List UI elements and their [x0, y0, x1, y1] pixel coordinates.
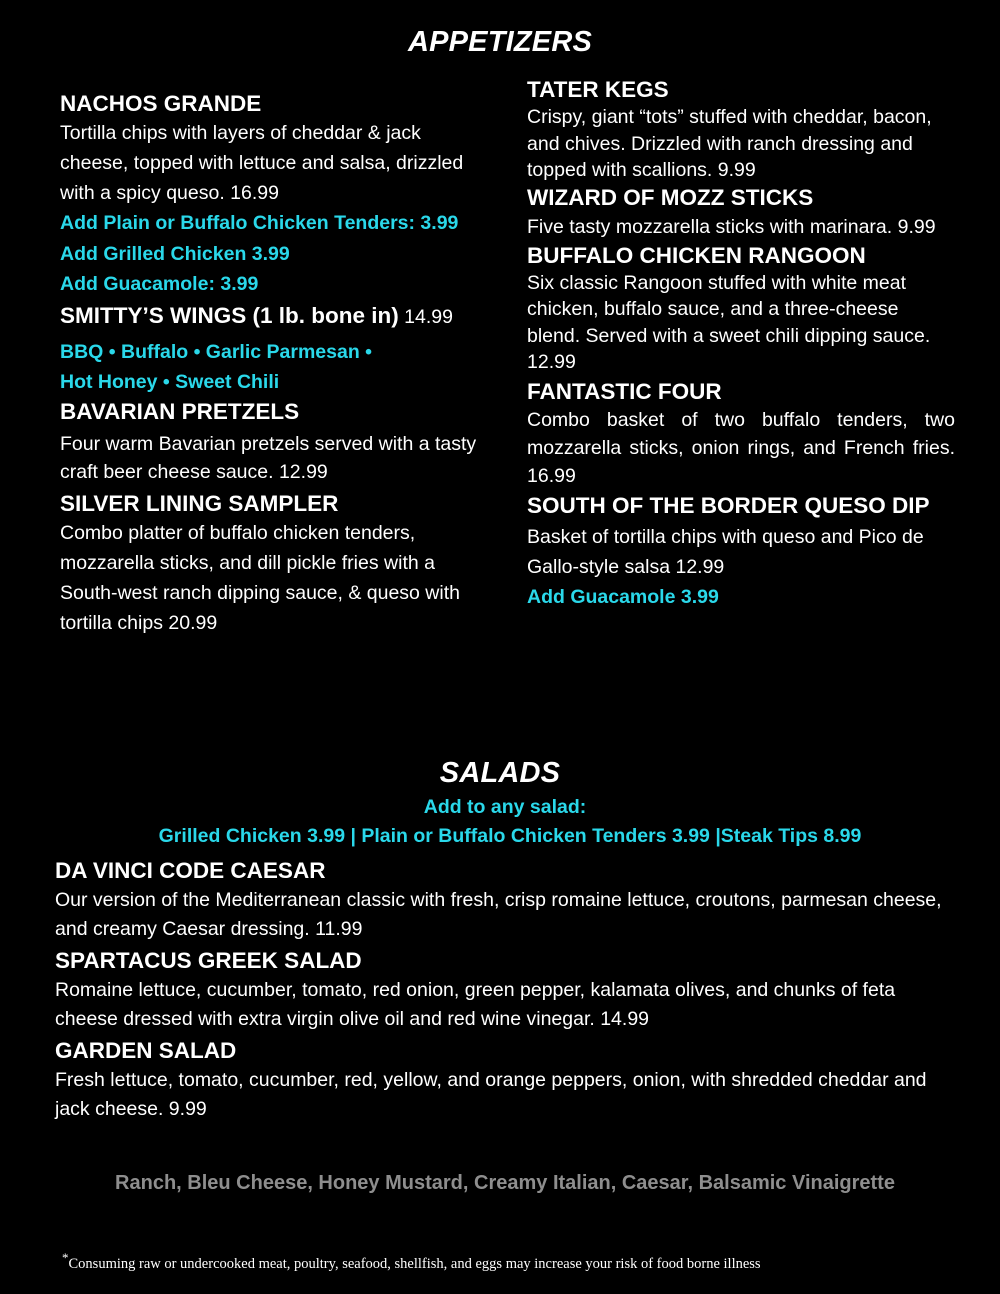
menu-item-spartacus-greek-salad: [55, 946, 955, 1034]
menu-item-nachos-grande: [60, 90, 480, 300]
addon-option: Add Guacamole 3.99: [527, 585, 719, 608]
item-name: SILVER LINING SAMPLER: [60, 490, 339, 516]
item-description: Fresh lettuce, tomato, cucumber, red, yellow, and orange peppers, onion, with shredded cheddar and jack cheese. 9.99: [55, 1069, 927, 1120]
disclaimer-text: Consuming raw or undercooked meat, poultry, seafood, shellfish, and eggs may increase your risk of food borne illness: [68, 1255, 761, 1272]
item-name: BUFFALO CHICKEN RANGOON: [527, 242, 866, 268]
item-description: Combo basket of two buffalo tenders, two mozzarella sticks, onion rings, and French fries. 16.99: [527, 408, 955, 487]
item-name: SOUTH OF THE BORDER QUESO DIP: [527, 492, 930, 518]
item-name: TATER KEGS: [527, 77, 669, 102]
item-name: FANTASTIC FOUR: [527, 378, 722, 404]
asterisk-mark: *: [62, 1250, 69, 1265]
appetizers-title: APPETIZERS: [407, 26, 593, 58]
salads-list: [55, 856, 955, 1126]
item-name: NACHOS GRANDE: [60, 91, 262, 116]
menu-item-smittys-wings: [60, 302, 480, 398]
menu-item-buffalo-chicken-rangoon: [527, 242, 955, 376]
menu-item-fantastic-four: [527, 378, 955, 490]
menu-item-garden-salad: [55, 1036, 955, 1124]
item-name: BAVARIAN PRETZELS: [60, 398, 300, 424]
salads-addon-heading: Add to any salad:: [423, 796, 587, 818]
appetizers-left-column: [60, 90, 480, 638]
item-name: SPARTACUS GREEK SALAD: [55, 948, 362, 973]
salads-addon-options: Grilled Chicken 3.99 | Plain or Buffalo Chicken Tenders 3.99 |Steak Tips 8.99: [158, 825, 862, 847]
appetizers-right-column: [527, 76, 955, 612]
item-description: Tortilla chips with layers of cheddar & jack cheese, topped with lettuce and salsa, drizzled with a spicy queso. 16.99: [60, 122, 464, 204]
item-name: WIZARD OF MOZZ STICKS: [527, 184, 814, 210]
menu-item-silver-lining-sampler: [60, 490, 480, 638]
item-description: Six classic Rangoon stuffed with white meat chicken, buffalo sauce, and a three-cheese blend. Served with a sweet chili dipping sauce. 12.99: [527, 271, 931, 373]
item-name: GARDEN SALAD: [55, 1038, 237, 1063]
addon-option: Add Grilled Chicken 3.99: [60, 242, 290, 265]
menu-item-bavarian-pretzels: [60, 398, 480, 486]
item-name: SMITTY’S WINGS (1 lb. bone in): [60, 302, 399, 328]
dressing-options: Ranch, Bleu Cheese, Honey Mustard, Creamy Italian, Caesar, Balsamic Vinaigrette: [115, 1172, 895, 1194]
wing-flavors-line: Hot Honey • Sweet Chili: [60, 371, 280, 393]
addon-option: Add Guacamole: 3.99: [60, 273, 259, 295]
menu-item-tater-kegs: [527, 76, 955, 184]
salads-title: SALADS: [439, 757, 561, 789]
addon-option: Add Plain or Buffalo Chicken Tenders: 3.99: [60, 212, 459, 234]
wing-flavors-line: BBQ • Buffalo • Garlic Parmesan •: [60, 340, 372, 363]
item-description: Crispy, giant “tots” stuffed with cheddar, bacon, and chives. Drizzled with ranch dressing and topped with scallions. 9.99: [527, 106, 932, 181]
item-description: Combo platter of buffalo chicken tenders, mozzarella sticks, and dill pickle fries with a South-west ranch dipping sauce, & queso with tortilla chips 20.99: [60, 521, 460, 634]
menu-item-da-vinci-code-caesar: [55, 856, 955, 944]
item-description: Romaine lettuce, cucumber, tomato, red onion, green pepper, kalamata olives, and chunks of feta cheese dressed with extra virgin olive oil and red wine vinegar. 14.99: [55, 979, 896, 1030]
item-description: Five tasty mozzarella sticks with marinara. 9.99: [527, 215, 936, 238]
item-description: Basket of tortilla chips with queso and Pico de Gallo-style salsa 12.99: [527, 525, 924, 578]
item-name-with-price: [60, 302, 480, 331]
menu-item-queso-dip: [527, 492, 955, 613]
item-name: DA VINCI CODE CAESAR: [55, 858, 326, 883]
menu-item-wizard-of-mozz-sticks: [527, 184, 955, 242]
item-description: Four warm Bavarian pretzels served with a tasty craft beer cheese sauce. 12.99: [60, 432, 477, 483]
food-safety-disclaimer: [62, 1250, 962, 1273]
item-description: Our version of the Mediterranean classic with fresh, crisp romaine lettuce, croutons, parmesan cheese, and creamy Caesar dressing. 11.99: [55, 889, 942, 940]
item-price: 14.99: [398, 305, 453, 328]
